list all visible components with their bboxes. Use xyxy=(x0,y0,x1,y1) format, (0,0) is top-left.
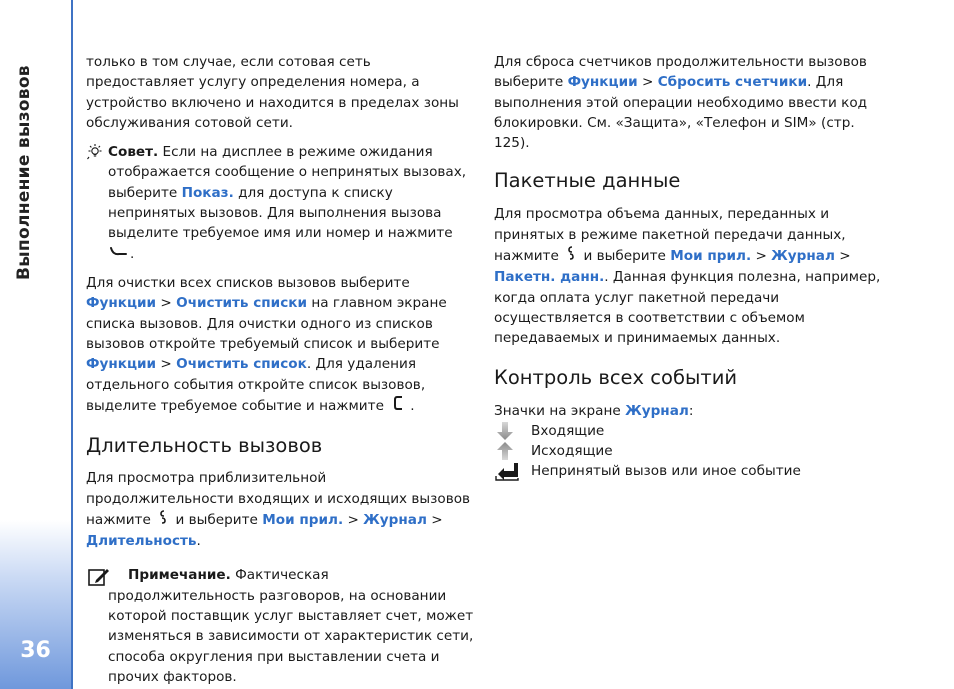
tip-block xyxy=(86,142,476,264)
link-log-3[interactable]: Журнал xyxy=(625,402,689,419)
tip-label: Совет. xyxy=(108,144,159,161)
call-duration-paragraph: Для просмотра приблизительной продолжительности входящих и исходящих вызовов нажмите и выберите Мои прил. > Журнал > Длительность. xyxy=(86,470,471,550)
intro-paragraph: только в том случае, если сотовая сеть предоставляет услугу определения номера, а устройство включено и находится в пределах зоны обслуживания сотовой сети. xyxy=(86,54,459,131)
link-clear-list[interactable]: Очистить список xyxy=(176,356,307,373)
note-label: Примечание. xyxy=(128,567,231,584)
note-pencil-icon xyxy=(88,567,110,593)
tip-text: Совет. Если на дисплее в режиме ожидания отображается сообщение о непринятых вызовах, выберите Показ. для доступа к списку непринятых вызовов. Для выполнения вызова выделите требуемое имя или номер и нажмите . xyxy=(108,142,476,264)
link-duration[interactable]: Длительность xyxy=(86,533,197,550)
right-column xyxy=(494,52,894,482)
event-label: Непринятый вызов или иное событие xyxy=(531,463,801,480)
packet-data-paragraph: Для просмотра объема данных, переданных и принятых в режиме пакетной передачи данных, нажмите и выберите Мои прил. > Журнал > Пакетн. данн.. Данная функция полезна, например, когда оплата услуг пакетной передачи осуществляется в соответствии с объемом передаваемых и принимаемых данных. xyxy=(494,206,881,347)
link-functions-2[interactable]: Функции xyxy=(86,356,157,373)
log-icons-intro: Значки на экране Журнал: xyxy=(494,402,694,419)
event-row-outgoing xyxy=(494,441,894,461)
event-label: Исходящие xyxy=(531,443,613,460)
chapter-title: Выполнение вызовов xyxy=(14,65,34,280)
event-row-incoming xyxy=(494,421,894,441)
heading-call-duration: Длительность вызовов xyxy=(86,434,323,458)
event-label: Входящие xyxy=(531,422,605,439)
note-block xyxy=(86,565,476,687)
link-reset-counters[interactable]: Сбросить счетчики xyxy=(657,74,808,91)
link-packet-data[interactable]: Пакетн. данн. xyxy=(494,269,605,286)
link-clear-lists[interactable]: Очистить списки xyxy=(176,295,308,312)
tip-lightbulb-icon xyxy=(86,143,104,167)
call-key-icon xyxy=(108,244,130,264)
link-log[interactable]: Журнал xyxy=(363,511,427,528)
link-my-apps[interactable]: Мои прил. xyxy=(262,511,344,528)
outgoing-arrow-icon xyxy=(494,441,516,461)
left-column xyxy=(86,52,476,687)
heading-monitor-events: Контроль всех событий xyxy=(494,365,738,389)
event-row-missed xyxy=(494,461,894,481)
menu-key-icon xyxy=(155,509,171,531)
incoming-arrow-icon xyxy=(494,421,516,441)
note-text: Примечание. Фактическая продолжительность разговоров, на основании которой поставщик услуг выставляет счет, может изменяться в зависимости от характеристик сети, способа округления при выставлении счета и прочих факторов. xyxy=(108,567,474,685)
clear-key-icon xyxy=(388,395,410,417)
menu-key-icon xyxy=(563,245,579,267)
clear-lists-paragraph: Для очистки всех списков вызовов выберите Функции > Очистить списки на главном экране списка вызовов. Для очистки одного из списков вызовов откройте требуемый список и выберите Функции > Очистить список. Для удаления отдельного события откройте список вызовов, выделите требуемое событие и нажмите . xyxy=(86,273,476,417)
link-show[interactable]: Показ. xyxy=(181,184,234,201)
sidebar-divider xyxy=(71,0,73,689)
reset-counters-paragraph: Для сброса счетчиков продолжительности вызовов выберите Функции > Сбросить счетчики. Для выполнения этой операции необходимо ввести код блокировки. См. «Защита», «Телефон и SIM» (стр. 125). xyxy=(494,54,868,152)
heading-packet-data: Пакетные данные xyxy=(494,169,681,193)
link-log-2[interactable]: Журнал xyxy=(771,248,835,265)
missed-event-icon xyxy=(494,461,520,481)
link-functions[interactable]: Функции xyxy=(86,295,157,312)
link-functions-3[interactable]: Функции xyxy=(567,74,638,91)
page-number: 36 xyxy=(20,638,51,663)
link-my-apps-2[interactable]: Мои прил. xyxy=(670,248,752,265)
sidebar-gradient xyxy=(0,520,71,689)
sidebar xyxy=(0,0,71,689)
